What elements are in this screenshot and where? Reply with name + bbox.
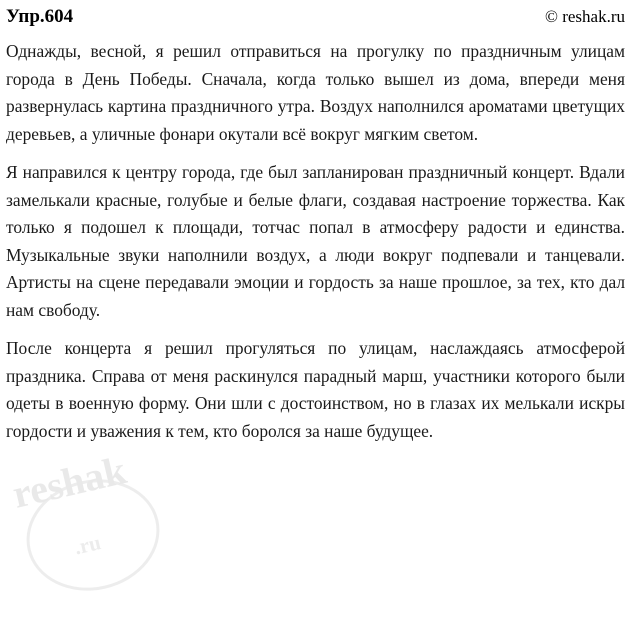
watermark-text: reshak	[8, 447, 131, 517]
paragraph-2: Я направился к центру города, где был запланирован праздничный концерт. Вдали замелькали красные, голубые и белые флаги, создавая настроение торжества. Как только я подошел к площади, тотчас попал в атмосферу радости и единства. Музыкальные звуки наполнили воздух, а люди вокруг подпевали и танцевали. Артисты на сцене передавали эмоции и гордость за наше прошлое, за тех, кто дал нам свободу.	[6, 162, 625, 320]
site-copyright: © reshak.ru	[545, 7, 625, 26]
page-header	[6, 6, 625, 28]
watermark-subtext: .ru	[72, 530, 103, 560]
paragraph-3: После концерта я решил прогуляться по улицам, наслаждаясь атмосферой праздника. Справа от меня раскинулся парадный марш, участники которого были одеты в военную форму. Они шли с достоинством, но в глазах их мелькали искры гордости и уважения к тем, кто боролся за наше будущее.	[6, 338, 625, 441]
watermark-circle	[15, 466, 170, 603]
watermark	[8, 447, 198, 596]
exercise-title: Упр.604	[6, 6, 74, 27]
document-body	[6, 38, 625, 445]
paragraph-1: Однажды, весной, я решил отправиться на прогулку по праздничным улицам города в День Победы. Сначала, когда только вышел из дома, впереди меня развернулась картина праздничного утра. Воздух наполнился ароматами цветущих деревьев, а уличные фонари окутали всё вокруг мягким светом.	[6, 41, 625, 144]
